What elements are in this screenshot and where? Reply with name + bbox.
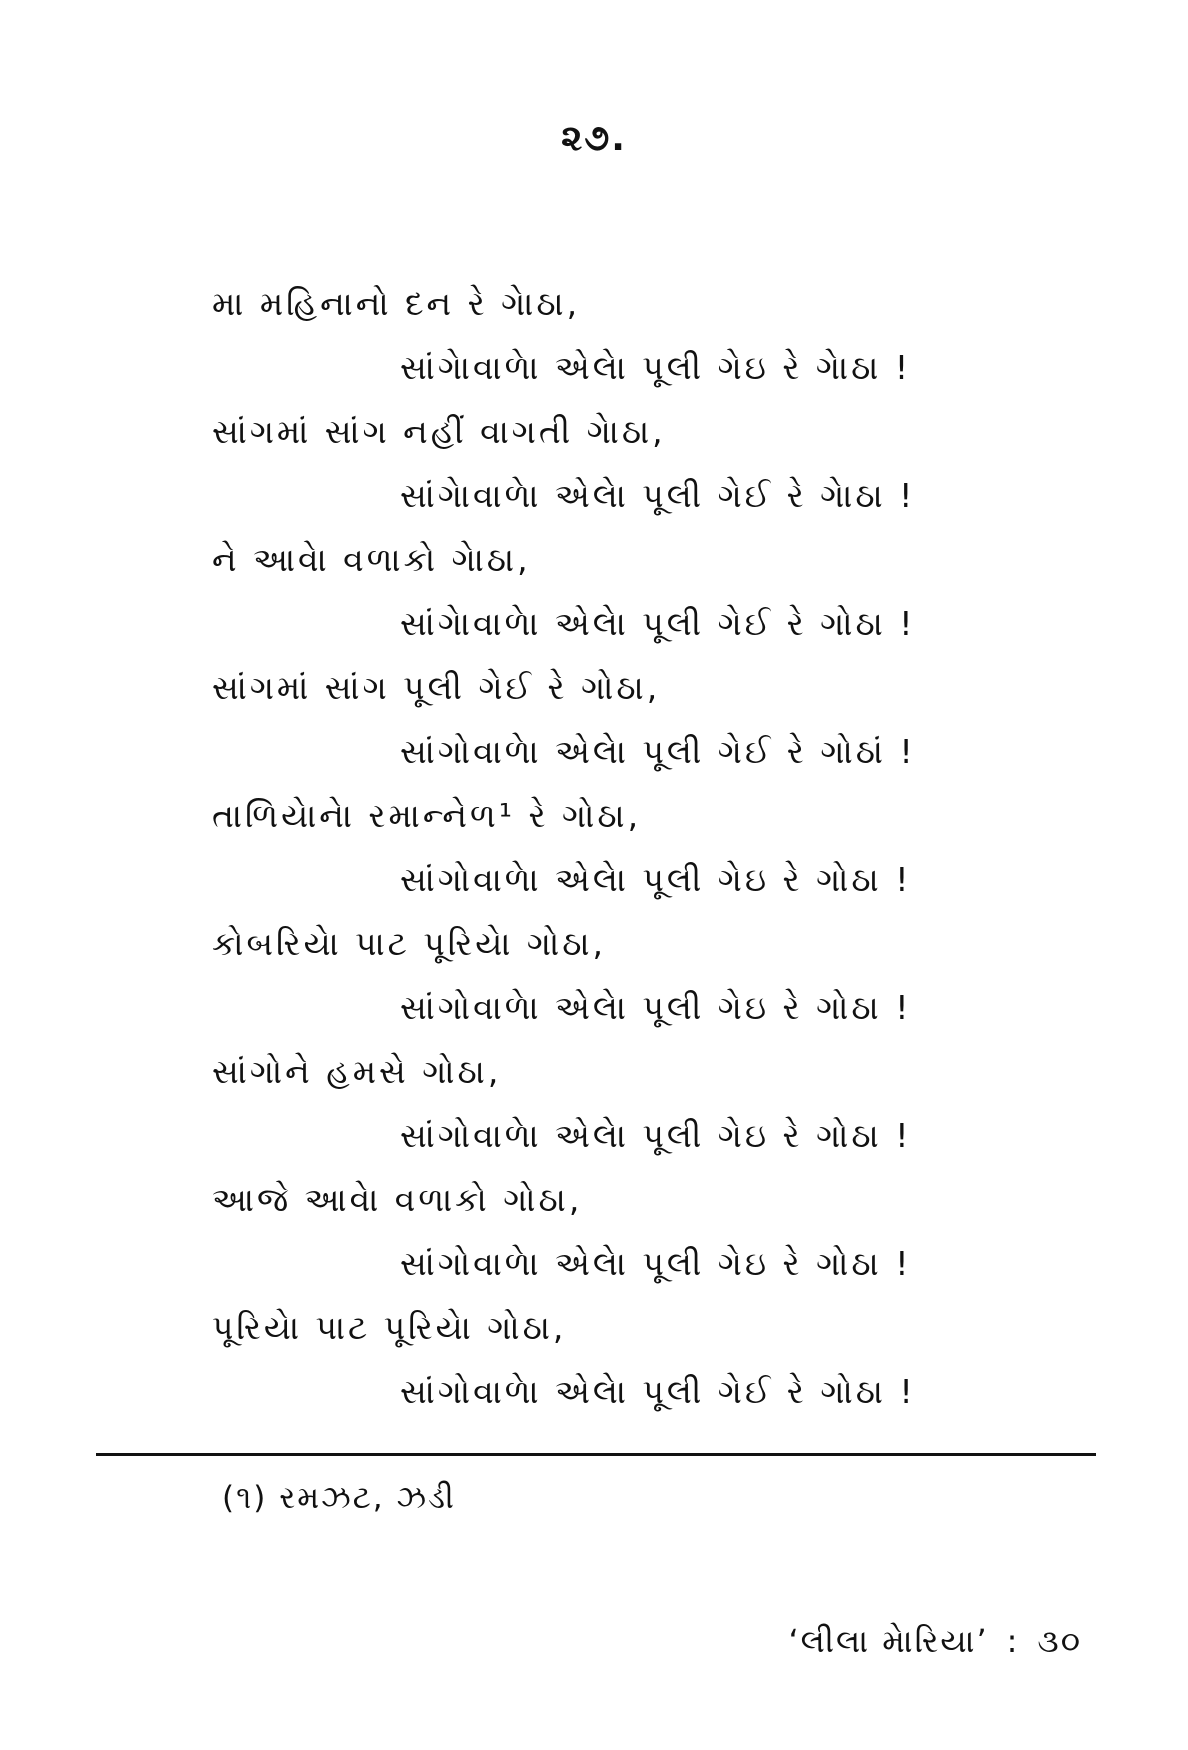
page-number: ૨૭. <box>561 118 627 159</box>
poem-refrain: સાંગોવાળેા એલેા પૂલી ગેઇ રે ગોઠા ! <box>400 988 912 1027</box>
page-footer <box>788 1622 1082 1661</box>
footer-separator: : <box>1006 1622 1020 1660</box>
poem-line: સાંગોને હમસે ગોઠા, <box>212 1052 502 1091</box>
poem-line: સાંગમાં સાંગ પૂલી ગેઈ રે ગોઠા, <box>212 668 661 707</box>
poem-refrain: સાંગોવાળેા એલેા પૂલી ગેઈ રે ગોઠા ! <box>400 1372 916 1411</box>
poem-refrain: સાંગોવાળેા એલેા પૂલી ગેઈ રે ગોઠાં ! <box>400 732 916 771</box>
poem-refrain: સાંગોવાળેા એલેા પૂલી ગેઇ રે ગોઠા ! <box>400 1244 912 1283</box>
poem-refrain: સાંગેાવાળેા એલેા પૂલી ગેઇ રે ગેાઠા ! <box>400 348 912 387</box>
footer-page-number: ૩૦ <box>1037 1622 1082 1660</box>
book-title: ‘લીલા મેારિયા’ <box>788 1622 989 1660</box>
poem <box>212 272 1012 1424</box>
poem-line: કોબરિયેા પાટ પૂરિયેા ગોઠા, <box>212 924 607 963</box>
poem-line: તાળિયેાનેા રમાન્નેળ¹ રે ગોઠા, <box>212 796 642 835</box>
poem-line: મા મહિનાનો દન રે ગેાઠા, <box>212 284 581 323</box>
poem-line: આજે આવેા વળાકો ગોઠા, <box>212 1180 583 1219</box>
footnote-divider <box>96 1453 1096 1456</box>
poem-refrain: સાંગેાવાળેા એલેા પૂલી ગેઈ રે ગેાઠા ! <box>400 476 916 515</box>
poem-refrain: સાંગોવાળેા એલેા પૂલી ગેઇ રે ગોઠા ! <box>400 860 912 899</box>
footnote: (૧) રમઝટ, ઝડી <box>222 1480 456 1516</box>
poem-line: ને આવેા વળાકો ગેાઠા, <box>212 540 531 579</box>
poem-refrain: સાંગોવાળેા એલેા પૂલી ગેઇ રે ગોઠા ! <box>400 1116 912 1155</box>
poem-refrain: સાંગેાવાળેા એલેા પૂલી ગેઈ રે ગોઠા ! <box>400 604 916 643</box>
poem-line: પૂરિયેા પાટ પૂરિયેા ગોઠા, <box>212 1308 567 1347</box>
poem-line: સાંગમાં સાંગ નહીં વાગતી ગેાઠા, <box>212 412 666 451</box>
